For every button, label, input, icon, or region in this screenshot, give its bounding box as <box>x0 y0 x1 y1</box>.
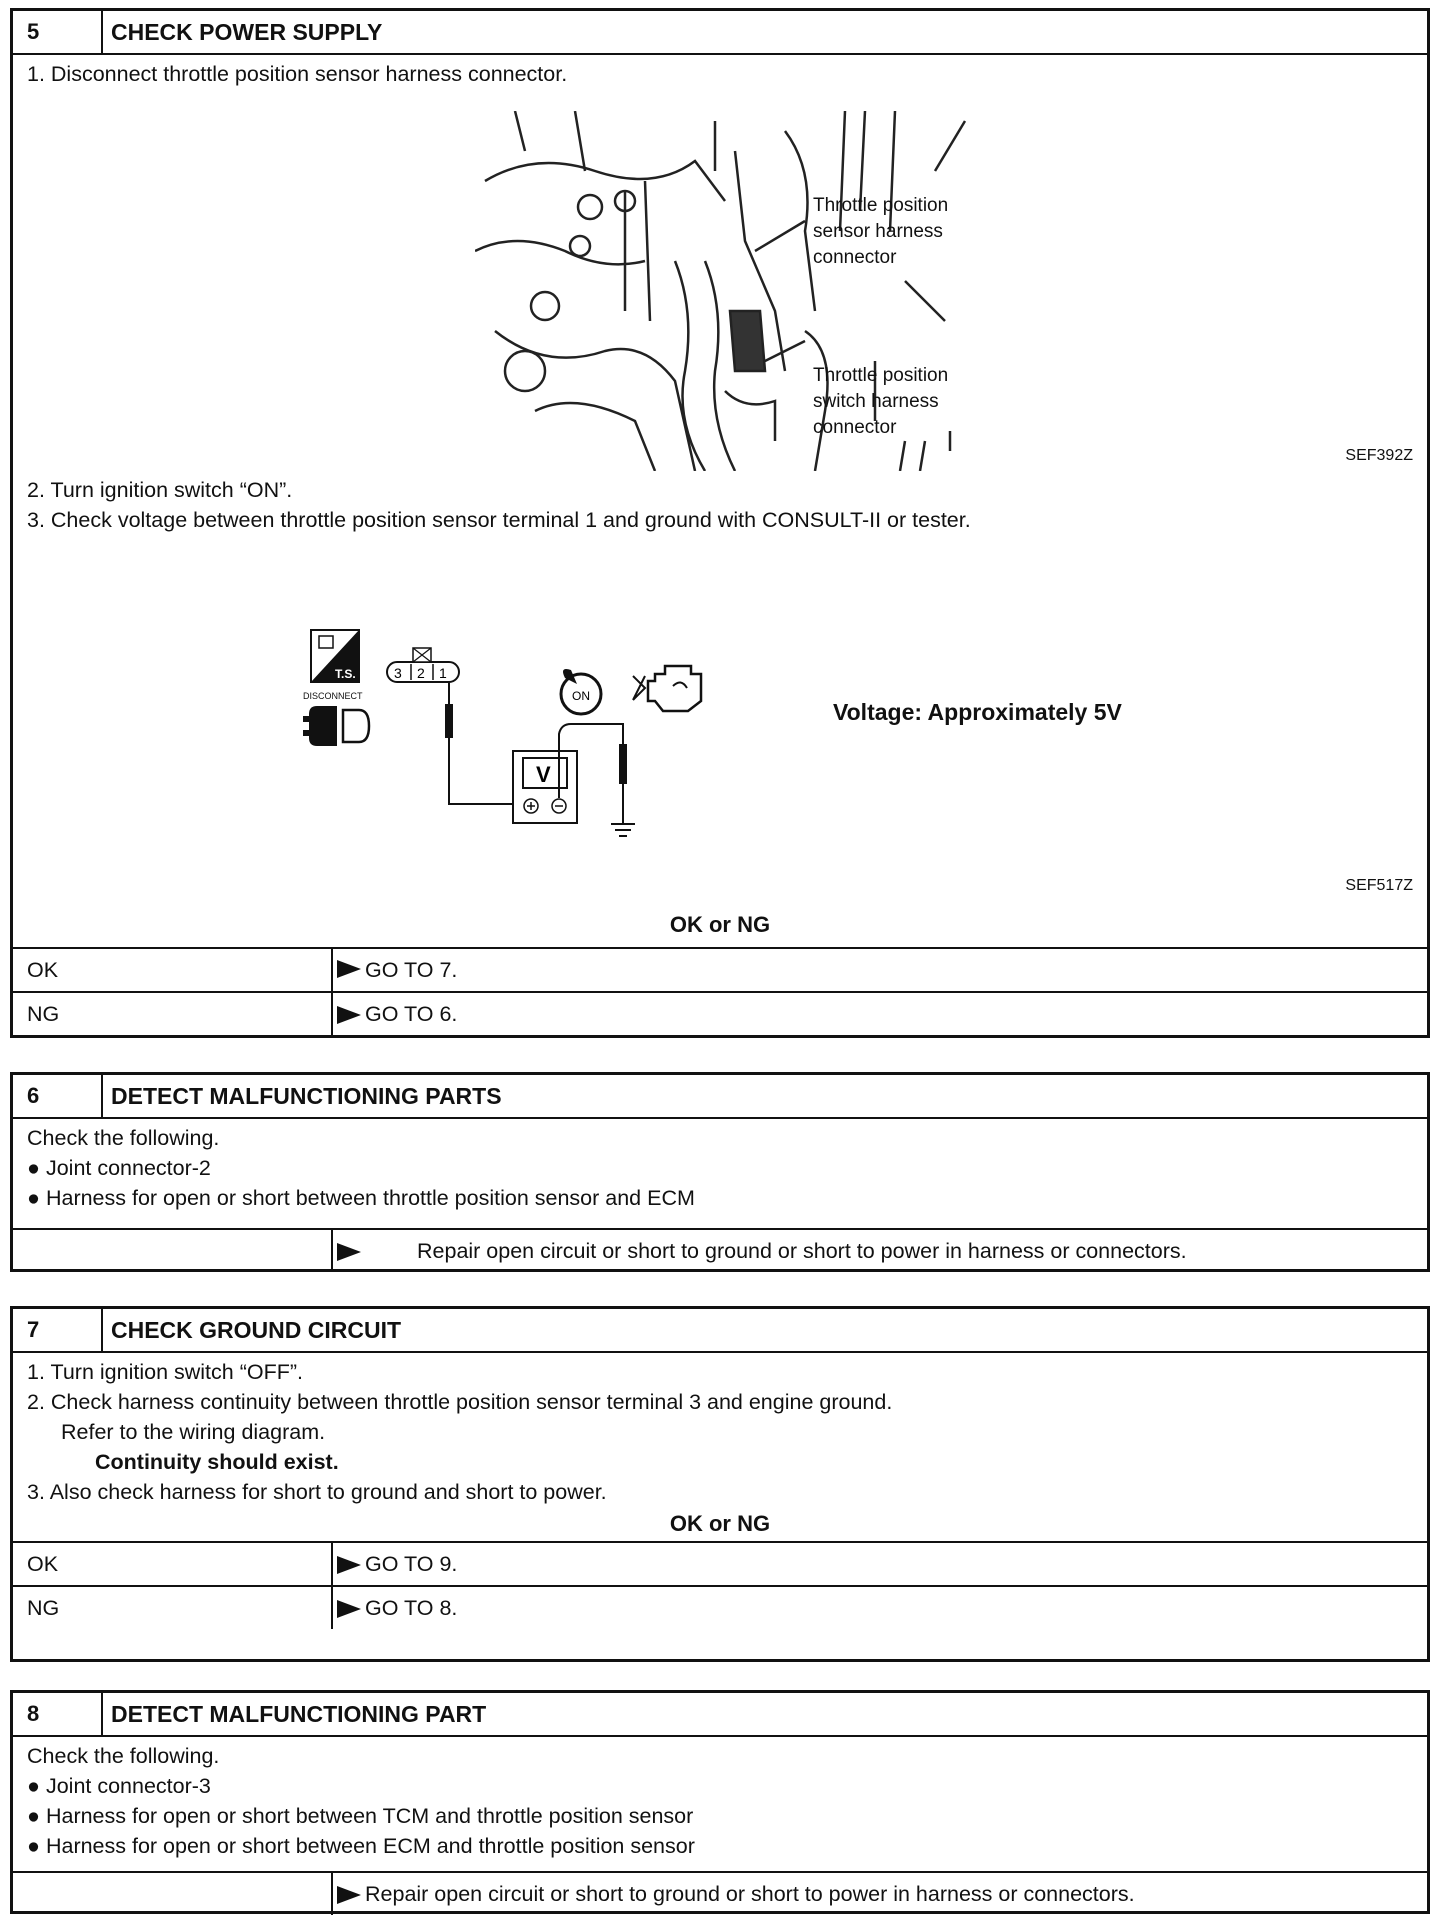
photo-label-b-line3: connector <box>813 417 897 438</box>
step-7-line-3: 3. Also check harness for short to ground and short to power. <box>27 1480 607 1504</box>
figure-code-1: SEF392Z <box>1345 447 1413 464</box>
step-5-instruction-3: 3. Check voltage between throttle position sensor terminal 1 and ground with CONSULT-II or tester. <box>27 508 971 532</box>
ok-ng-heading: OK or NG <box>669 1511 771 1536</box>
photo-label-b-line1: Throttle position <box>813 365 949 386</box>
arrow-right-icon <box>337 1886 361 1904</box>
repair-action: Repair open circuit or short to ground or short to power in harness or connectors. <box>417 1239 1187 1263</box>
step-5-box <box>10 8 1430 1038</box>
photo-label-a-line2: sensor harness <box>813 221 943 242</box>
terminal-2: 2 <box>417 665 425 681</box>
step-6-bullet: ● Joint connector-2 <box>27 1156 211 1180</box>
step-5-instruction-2: 2. Turn ignition switch “ON”. <box>27 478 293 502</box>
voltage-spec: Voltage: Approximately 5V <box>833 699 1122 725</box>
step-8-bullet: ● Harness for open or short between TCM and throttle position sensor <box>27 1804 694 1828</box>
ignition-on-icon <box>561 669 601 714</box>
photo-label-b-line2: switch harness <box>813 391 939 412</box>
arrow-right-icon <box>337 1006 361 1024</box>
photo-label-a-line3: connector <box>813 247 897 268</box>
terminal-1: 1 <box>439 665 447 681</box>
result-action: GO TO 9. <box>365 1552 458 1576</box>
step-title: CHECK POWER SUPPLY <box>111 19 383 45</box>
step-number: 6 <box>13 1075 103 1117</box>
step-title: CHECK GROUND CIRCUIT <box>111 1317 402 1343</box>
step-8-body <box>13 1737 1427 1871</box>
photo-label-a-line1: Throttle position <box>813 195 949 216</box>
step-6-bullet: ● Harness for open or short between throttle position sensor and ECM <box>27 1186 695 1210</box>
figure-code-2: SEF517Z <box>1345 877 1413 894</box>
step-number: 8 <box>13 1693 103 1735</box>
ground-icon <box>611 824 635 836</box>
step-8-bullet: ● Harness for open or short between ECM and throttle position sensor <box>27 1834 695 1858</box>
voltmeter-icon <box>513 751 577 823</box>
engine-photo-figure <box>475 111 995 471</box>
step-7-header <box>13 1309 1427 1353</box>
continuity-spec: Continuity should exist. <box>95 1450 339 1474</box>
arrow-right-icon <box>337 1556 361 1574</box>
result-row-ok <box>13 947 1427 991</box>
arrow-right-icon <box>337 1243 361 1261</box>
arrow-right-icon <box>337 1600 361 1618</box>
ok-ng-heading: OK or NG <box>669 912 771 937</box>
result-label: NG <box>13 1587 333 1629</box>
step-7-line-1: 1. Turn ignition switch “OFF”. <box>27 1360 303 1384</box>
step-7-line-2: 2. Check harness continuity between throttle position sensor terminal 3 and engine ground. <box>27 1390 893 1414</box>
ts-label: T.S. <box>335 667 356 681</box>
repair-row <box>13 1228 1427 1272</box>
result-label: NG <box>13 993 333 1035</box>
step-7-line-2b: Refer to the wiring diagram. <box>61 1420 326 1444</box>
result-row-ng <box>13 991 1427 1035</box>
step-8-box <box>10 1690 1430 1914</box>
repair-action: Repair open circuit or short to ground or short to power in harness or connectors. <box>365 1882 1135 1906</box>
step-6-body <box>13 1119 1427 1228</box>
repair-row <box>13 1871 1427 1915</box>
arrow-right-icon <box>337 960 361 978</box>
step-number: 7 <box>13 1309 103 1351</box>
step-6-box <box>10 1072 1430 1272</box>
meter-label: V <box>536 762 551 787</box>
step-5-instruction-1: 1. Disconnect throttle position sensor harness connector. <box>27 62 568 86</box>
step-7-box <box>10 1306 1430 1662</box>
step-number: 5 <box>13 11 103 53</box>
step-6-line: Check the following. <box>27 1126 220 1150</box>
disconnect-connector-icon <box>303 706 369 746</box>
result-row-ok <box>13 1541 1427 1585</box>
result-label: OK <box>13 949 333 991</box>
tps-connector <box>387 648 459 682</box>
result-action: GO TO 7. <box>365 958 458 982</box>
step-6-header <box>13 1075 1427 1119</box>
step-8-bullet: ● Joint connector-3 <box>27 1774 211 1798</box>
step-8-header <box>13 1693 1427 1737</box>
step-title: DETECT MALFUNCTIONING PART <box>111 1701 487 1727</box>
result-label: OK <box>13 1543 333 1585</box>
step-7-body <box>13 1353 1427 1507</box>
on-label: ON <box>572 689 590 703</box>
voltage-check-diagram <box>303 626 743 851</box>
result-action: GO TO 6. <box>365 1002 458 1026</box>
step-8-line: Check the following. <box>27 1744 220 1768</box>
step-title: DETECT MALFUNCTIONING PARTS <box>111 1083 502 1109</box>
disconnect-label: DISCONNECT <box>303 691 363 701</box>
step-5-header <box>13 11 1427 55</box>
engine-icon <box>633 666 701 711</box>
result-row-ng <box>13 1585 1427 1629</box>
result-action: GO TO 8. <box>365 1596 458 1620</box>
terminal-3: 3 <box>394 665 402 681</box>
